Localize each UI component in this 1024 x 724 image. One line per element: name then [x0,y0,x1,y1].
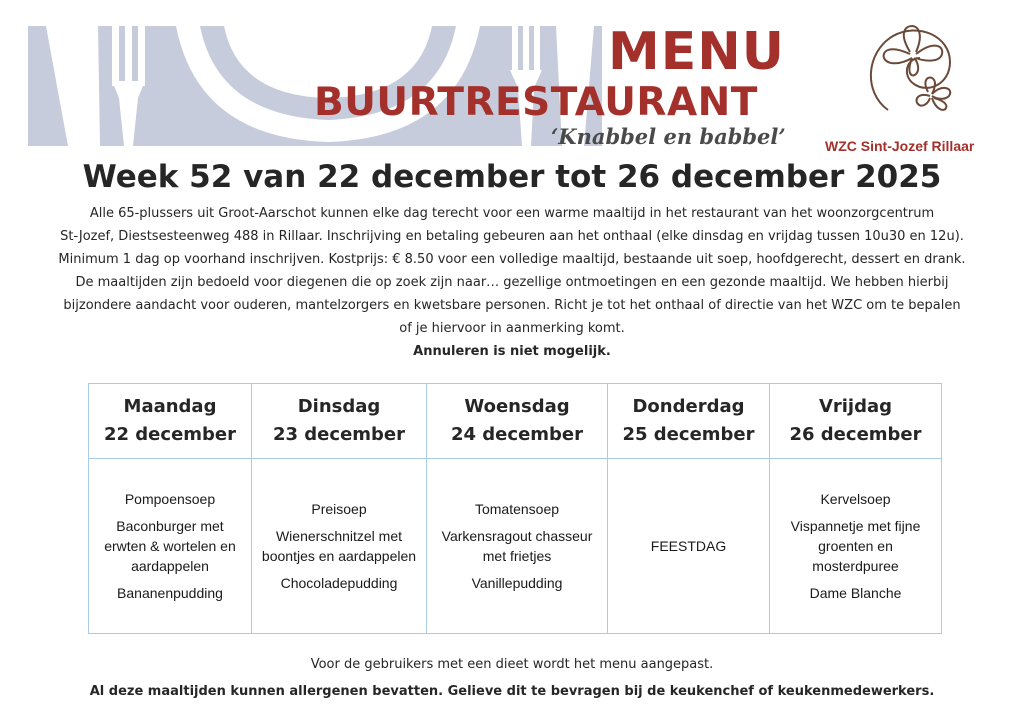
day-header-row [89,384,942,459]
day-name: Maandag [123,396,217,417]
dish-main: Wienerschnitzel met boontjes en aardappelen [261,528,417,564]
logo-name: WZC Sint-Jozef Rillaar [825,138,975,154]
week-title: Week 52 van 22 december tot 26 december 2025 [82,159,942,195]
menu-cell-wednesday [427,459,608,634]
menu-items-row [89,459,942,634]
day-header-thursday [608,384,770,459]
dish-main: Baconburger met erwten & wortelen en aardappelen [104,518,236,574]
purpose-paragraph [20,271,1004,340]
dish-soup: Kervelsoep [820,491,891,507]
menu-cell-monday [89,459,252,634]
purpose-line: De maaltijden zijn bedoeld voor diegenen die op zoek zijn naar… gezellige ontmoetingen en een gezonde maaltijd. We hebben hierbij [75,275,949,290]
intro-paragraph [20,202,1004,271]
intro-line: Minimum 1 dag op voorhand inschrijven. Kostprijs: € 8.50 voor een volledige maaltijd, bestaande uit soep, hoofdgerecht, dessert en drank. [58,252,966,267]
holiday-label: FEESTDAG [650,538,727,554]
menu-title: MENU [608,22,786,82]
dish-dessert: Bananenpudding [117,585,223,601]
dish-soup: Tomatensoep [474,501,560,517]
menu-cell-tuesday [252,459,427,634]
dish-dessert: Vanillepudding [471,575,563,591]
allergen-note: Al deze maaltijden kunnen allergenen bevatten. Gelieve dit te bevragen bij de keukenchef of keukenmedewerkers. [89,684,935,699]
day-date: 25 december [622,424,755,445]
day-name: Woensdag [464,396,570,417]
day-name: Dinsdag [297,396,381,417]
day-header-wednesday [427,384,608,459]
day-name: Donderdag [632,396,745,417]
intro-line: St-Jozef, Diestsesteenweg 488 in Rillaar. Inschrijving en betaling gebeuren aan het onthaal (elke dinsdag en vrijdag tussen 10u30 en 12u). [60,229,964,244]
dish-dessert: Dame Blanche [809,585,902,601]
menu-cell-thursday [608,459,770,634]
day-date: 23 december [272,424,405,445]
cancel-note: Annuleren is niet mogelijk. [413,344,611,359]
day-date: 24 december [450,424,583,445]
day-name: Vrijdag [818,396,893,417]
dish-main: Vispannetje met fijne groenten en mosterdpuree [790,518,921,574]
purpose-line: bijzondere aandacht voor ouderen, mantelzorgers en kwetsbare personen. Richt je tot het onthaal of directie van het WZC om te bepalen [63,298,961,313]
lily-flower-logo [858,22,966,120]
menu-table [88,383,942,634]
restaurant-subtitle: ‘Knabbel en babbel’ [551,124,786,149]
day-header-tuesday [252,384,427,459]
dish-soup: Preisoep [311,501,367,517]
day-header-monday [89,384,252,459]
menu-cell-friday [770,459,942,634]
dish-soup: Pompoensoep [124,491,216,507]
diet-note: Voor de gebruikers met een dieet wordt het menu aangepast. [310,657,714,672]
purpose-line: of je hiervoor in aanmerking komt. [399,321,625,336]
intro-line: Alle 65-plussers uit Groot-Aarschot kunnen elke dag terecht voor een warme maaltijd in het restaurant van het woonzorgcentrum [89,206,935,221]
day-date: 22 december [103,424,236,445]
day-date: 26 december [789,424,922,445]
day-header-friday [770,384,942,459]
dish-main: Varkensragout chasseur met frietjes [441,528,593,564]
dish-dessert: Chocoladepudding [280,575,398,591]
restaurant-title: BUURTRESTAURANT [314,80,758,125]
